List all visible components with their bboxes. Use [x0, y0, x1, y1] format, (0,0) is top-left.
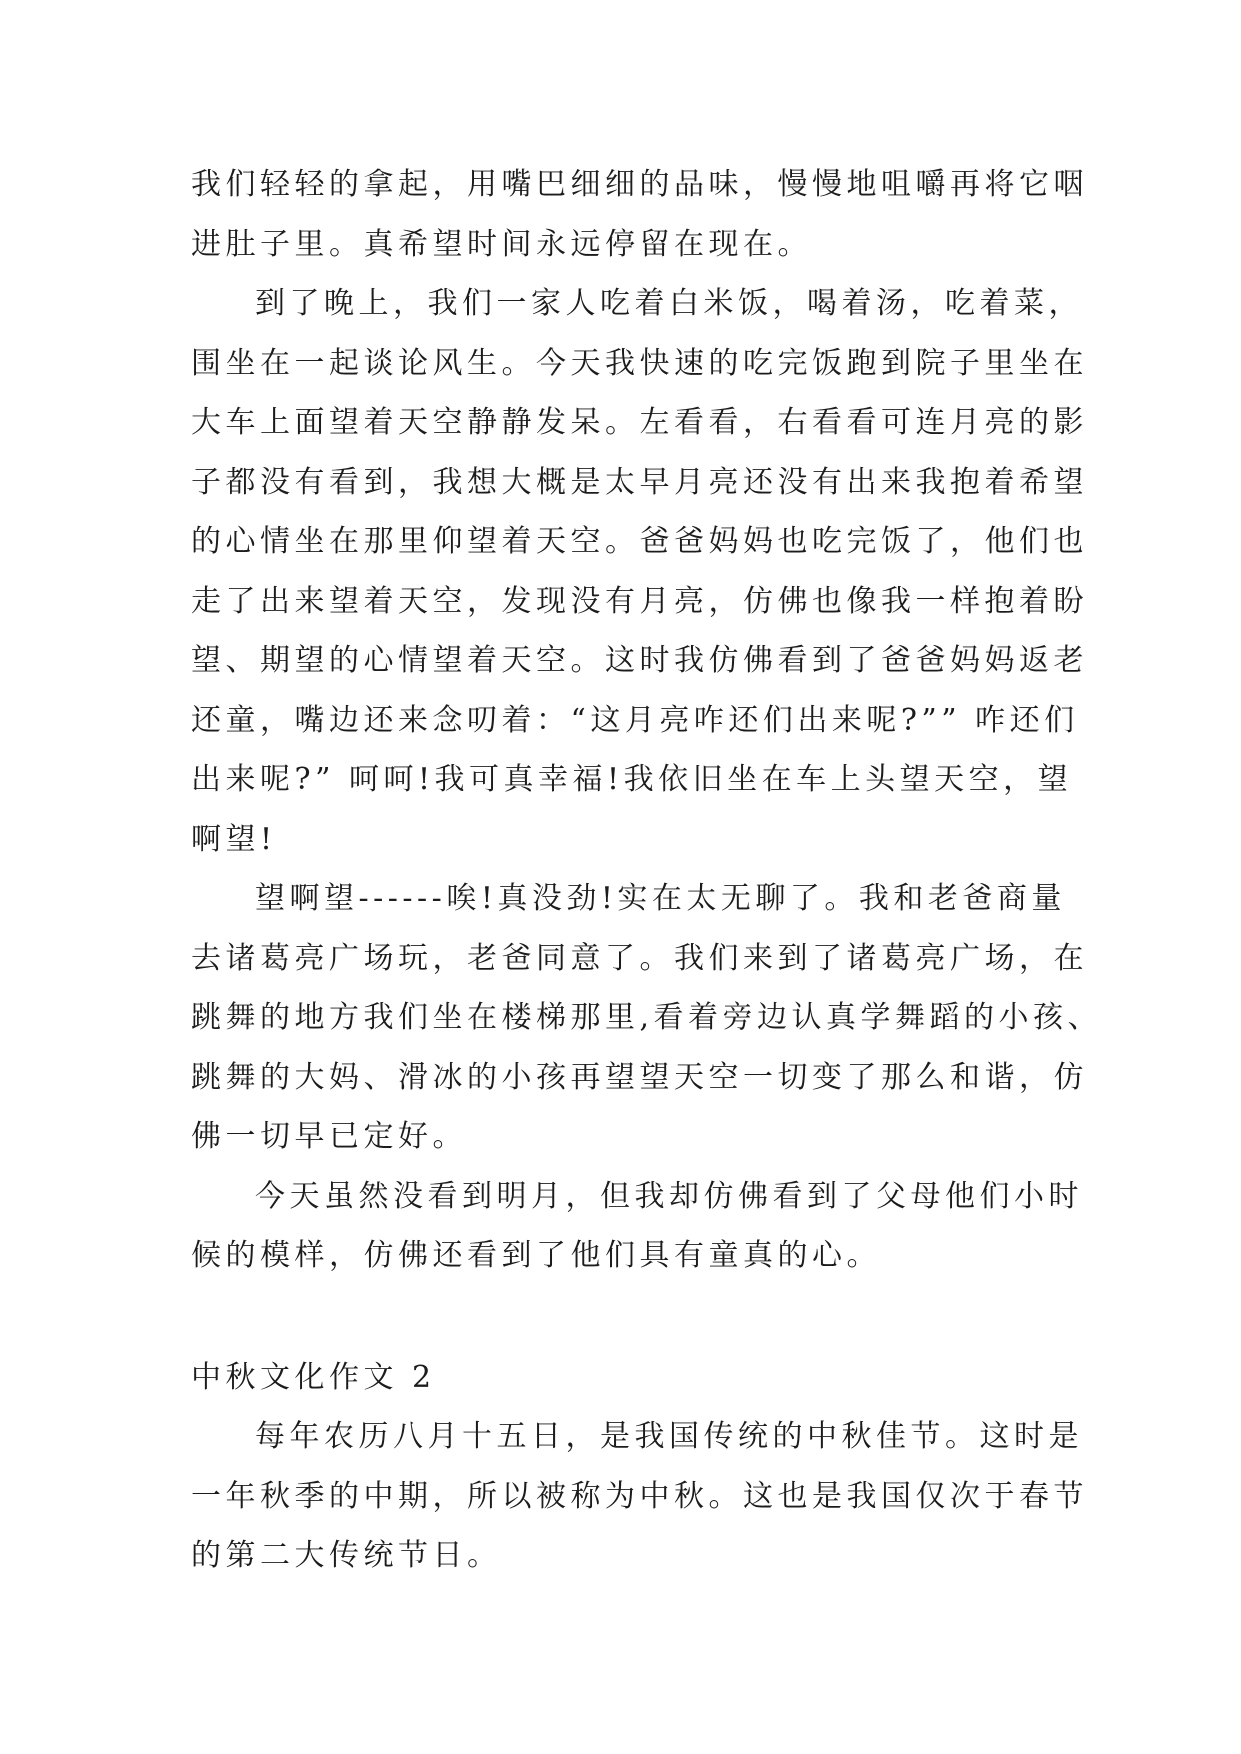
text-line: 的心情坐在那里仰望着天空。爸爸妈妈也吃完饭了，他们也 [191, 524, 1088, 559]
text-line: 候的模样，仿佛还看到了他们具有童真的心。 [191, 1238, 881, 1273]
paragraph-5 [191, 1407, 1088, 1586]
paragraph-2 [191, 274, 1088, 869]
text-line: 每年农历八月十五日，是我国传统的中秋佳节。这时是 [255, 1419, 1083, 1454]
text-line: 跳舞的大妈、滑冰的小孩再望望天空一切变了那么和谐，仿 [191, 1059, 1088, 1095]
text-line: 望、期望的心情望着天空。这时我仿佛看到了爸爸妈妈返老 [191, 643, 1088, 678]
text-line: 去诸葛亮广场玩，老爸同意了。我们来到了诸葛亮广场，在 [191, 940, 1088, 976]
text-line: 望啊望------唉!真没劲!实在太无聊了。我和老爸商量 [255, 881, 1066, 916]
text-line: 到了晚上，我们一家人吃着白米饭，喝着汤，吃着菜， [255, 286, 1083, 321]
text-line: 出来呢?” 呵呵!我可真幸福!我依旧坐在车上头望天空，望 [191, 762, 1073, 797]
paragraph-3 [191, 869, 1103, 1167]
text-line: 的第二大传统节日。 [191, 1538, 502, 1573]
text-line: 进肚子里。真希望时间永远停留在现在。 [191, 226, 812, 262]
paragraph-1 [191, 155, 1088, 274]
text-line: 围坐在一起谈论风生。今天我快速的吃完饭跑到院子里坐在 [191, 345, 1088, 381]
text-line: 一年秋季的中期，所以被称为中秋。这也是我国仅次于春节 [191, 1478, 1088, 1514]
section-heading: 中秋文化作文 2 [191, 1359, 436, 1395]
text-line: 跳舞的地方我们坐在楼梯那里,看着旁边认真学舞蹈的小孩、 [191, 1000, 1103, 1035]
text-line: 大车上面望着天空静静发呆。左看看，右看看可连月亮的影 [191, 405, 1088, 440]
text-line: 还童，嘴边还来念叨着：“这月亮咋还们出来呢?”” 咋还们 [191, 702, 1079, 738]
section-spacer [191, 1286, 1051, 1348]
text-line: 走了出来望着天空，发现没有月亮，仿佛也像我一样抱着盼 [191, 583, 1088, 619]
text-line: 啊望! [191, 821, 277, 857]
text-line: 子都没有看到，我想大概是太早月亮还没有出来我抱着希望 [191, 464, 1088, 500]
paragraph-4 [191, 1167, 1083, 1286]
document-body [191, 155, 1103, 1586]
text-line: 今天虽然没看到明月，但我却仿佛看到了父母他们小时 [255, 1178, 1083, 1214]
text-line: 佛一切早已定好。 [191, 1119, 467, 1154]
text-line: 我们轻轻的拿起，用嘴巴细细的品味，慢慢地咀嚼再将它咽 [191, 167, 1088, 202]
